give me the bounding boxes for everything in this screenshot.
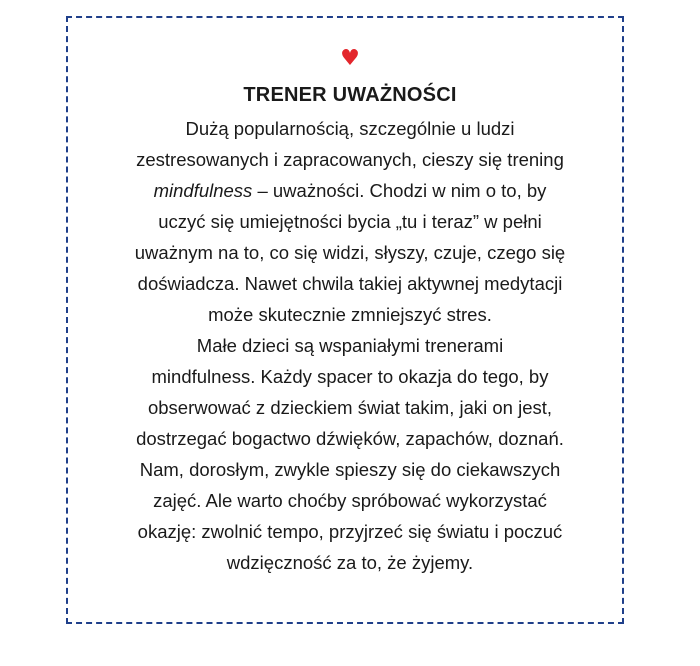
body-text <box>100 113 600 578</box>
text-line: obserwować z dzieckiem świat takim, jaki on jest, <box>147 397 553 418</box>
text-line: Małe dzieci są wspaniałymi trenerami <box>196 335 504 356</box>
text-line <box>100 175 600 206</box>
heart-icon: ♥ <box>340 46 360 71</box>
text-line: doświadcza. Nawet chwila takiej aktywnej medytacji <box>137 273 563 294</box>
text-line: zestresowanych i zapracowanych, cieszy się trening <box>136 149 564 170</box>
text-line: Nam, dorosłym, zwykle spieszy się do ciekawszych <box>139 459 561 480</box>
text-line: uczyć się umiejętności bycia „tu i teraz” w pełni <box>158 211 542 232</box>
text-line: może skutecznie zmniejszyć stres. <box>208 304 492 325</box>
text-line: wdzięczność za to, że żyjemy. <box>226 552 474 573</box>
text-line: zajęć. Ale warto choćby spróbować wykorzystać <box>153 490 547 511</box>
text-line: okazję: zwolnić tempo, przyjrzeć się światu i poczuć <box>137 521 563 542</box>
text-line: Dużą popularnością, szczególnie u ludzi <box>185 118 515 139</box>
box-title: TRENER UWAŻNOŚCI <box>243 84 457 106</box>
text-line: dostrzegać bogactwo dźwięków, zapachów, doznań. <box>136 428 564 449</box>
text-line: mindfulness. Każdy spacer to okazja do tego, by <box>151 366 549 387</box>
italic-term: mindfulness <box>153 180 253 201</box>
text-line-rest: – uważności. Chodzi w nim o to, by <box>252 180 547 201</box>
text-line: uważnym na to, co się widzi, słyszy, czuje, czego się <box>134 242 566 263</box>
